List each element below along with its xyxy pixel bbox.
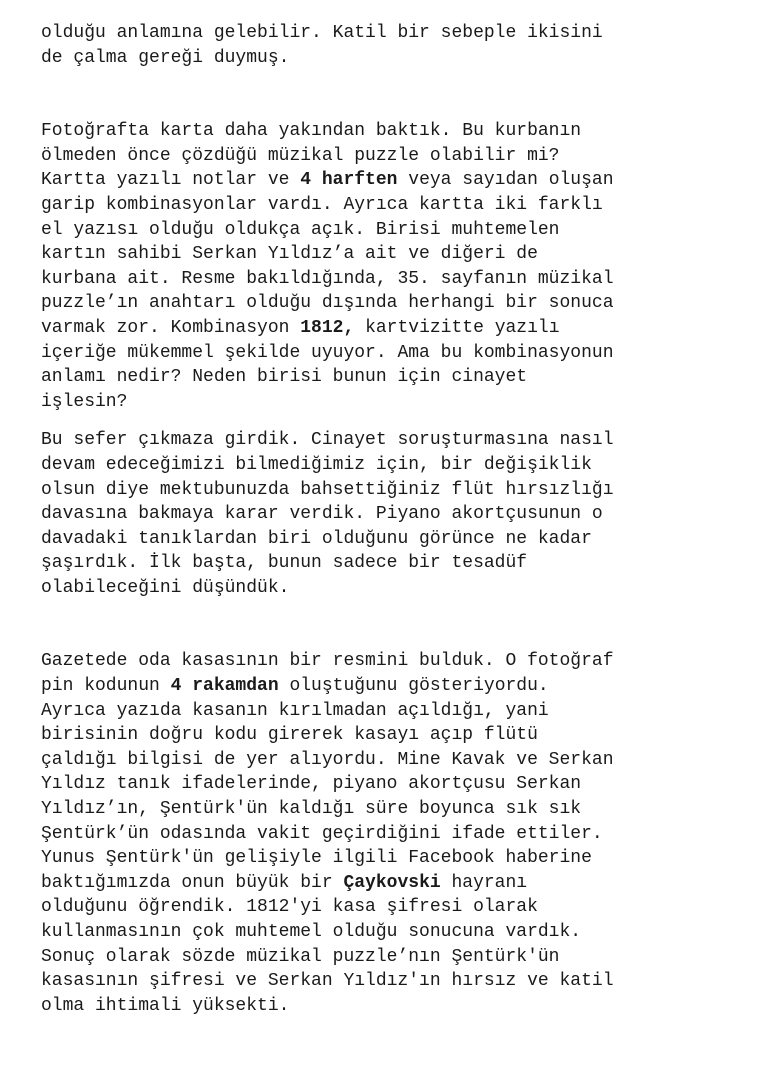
text-line xyxy=(41,674,741,699)
text-line xyxy=(41,994,741,1019)
text-run: olabileceğini düşündük. xyxy=(41,577,290,598)
text-run: içeriğe mükemmel şekilde uyuyor. Ama bu kombinasyonun xyxy=(41,342,614,363)
text-line xyxy=(41,846,741,871)
text-run: kurbana ait. Resme bakıldığında, 35. sayfanın müzikal xyxy=(41,268,614,289)
text-run: davasına bakmaya karar verdik. Piyano akortçusunun o xyxy=(41,504,603,525)
text-line xyxy=(41,478,741,503)
text-line xyxy=(41,699,741,724)
text-line xyxy=(41,772,741,797)
paragraph-4 xyxy=(41,649,741,1018)
text-line xyxy=(41,291,741,316)
text-run: Yunus Şentürk'ün gelişiyle ilgili Facebook haberine xyxy=(41,848,592,869)
text-line xyxy=(41,144,741,169)
text-line xyxy=(41,551,741,576)
text-line xyxy=(41,748,741,773)
text-line xyxy=(41,193,741,218)
bold-text: 1812, xyxy=(300,317,355,338)
text-run: Ayrıca yazıda kasanın kırılmadan açıldığı, yani xyxy=(41,700,549,721)
text-line xyxy=(41,945,741,970)
text-run: Sonuç olarak sözde müzikal puzzle’nın Şentürk'ün xyxy=(41,946,560,967)
text-line xyxy=(41,822,741,847)
text-line xyxy=(41,920,741,945)
text-line xyxy=(41,21,741,46)
text-run: kullanmasının çok muhtemel olduğu sonucuna vardık. xyxy=(41,922,582,942)
paragraph-1 xyxy=(41,21,741,70)
text-run: Fotoğrafta karta daha yakından baktık. Bu kurbanın xyxy=(41,121,582,142)
text-run: birisinin doğru kodu girerek kasayı açıp flütü xyxy=(41,725,538,746)
text-run: Yıldız tanık ifadelerinde, piyano akortçusu Serkan xyxy=(41,774,582,795)
bold-text: 4 harften xyxy=(300,170,398,191)
text-line xyxy=(41,168,741,193)
text-line xyxy=(41,649,741,674)
text-run: hayranı xyxy=(440,872,528,893)
text-run: Kartta yazılı notlar ve xyxy=(41,170,301,191)
text-run: veya sayıdan oluşan xyxy=(397,170,614,191)
text-run: baktığımızda onun büyük bir xyxy=(41,872,344,893)
text-run: oluştuğunu gösteriyordu. xyxy=(278,676,549,697)
text-line xyxy=(41,267,741,292)
text-run: Bu sefer çıkmaza girdik. Cinayet soruşturmasına nasıl xyxy=(41,430,614,451)
text-run: Yıldız’ın, Şentürk'ün kaldığı süre boyunca sık sık xyxy=(41,799,582,820)
text-line xyxy=(41,502,741,527)
text-line xyxy=(41,316,741,341)
text-line xyxy=(41,119,741,144)
text-run: şaşırdık. İlk başta, bunun sadece bir tesadüf xyxy=(41,553,528,574)
text-line xyxy=(41,365,741,390)
text-run: garip kombinasyonlar vardı. Ayrıca kartta iki farklı xyxy=(41,194,603,215)
text-run: anlamı nedir? Neden birisi bunun için cinayet xyxy=(41,367,528,388)
text-run: devam edeceğimizi bilmediğimiz için, bir değişiklik xyxy=(41,454,592,475)
text-line xyxy=(41,341,741,366)
text-line xyxy=(41,797,741,822)
text-run: olma ihtimali yüksekti. xyxy=(41,995,290,1016)
text-line xyxy=(41,527,741,552)
text-run: olduğu anlamına gelebilir. Katil bir sebeple ikisini xyxy=(41,23,603,43)
text-line xyxy=(41,428,741,453)
bold-text: Çaykovski xyxy=(343,872,441,893)
text-line xyxy=(41,453,741,478)
text-run: Gazetede oda kasasının bir resmini bulduk. O fotoğraf xyxy=(41,651,614,672)
text-run: pin kodunun xyxy=(41,676,171,697)
text-run: kasasının şifresi ve Serkan Yıldız'ın hırsız ve katil xyxy=(41,971,614,992)
text-line xyxy=(41,969,741,994)
text-line xyxy=(41,46,741,71)
text-line xyxy=(41,723,741,748)
text-run: kartvizitte yazılı xyxy=(354,317,560,338)
text-line xyxy=(41,242,741,267)
text-run: çaldığı bilgisi de yer alıyordu. Mine Kavak ve Serkan xyxy=(41,749,614,770)
text-line xyxy=(41,576,741,601)
text-line xyxy=(41,871,741,896)
text-run: davadaki tanıklardan biri olduğunu görünce ne kadar xyxy=(41,528,592,549)
text-line xyxy=(41,895,741,920)
text-run: varmak zor. Kombinasyon xyxy=(41,317,301,338)
text-run: olduğunu öğrendik. 1812'yi kasa şifresi olarak xyxy=(41,897,538,918)
text-run: olsun diye mektubunuzda bahsettiğiniz flüt hırsızlığı xyxy=(41,479,614,500)
text-run: ölmeden önce çözdüğü müzikal puzzle olabilir mi? xyxy=(41,145,560,166)
text-run: puzzle’ın anahtarı olduğu dışında herhangi bir sonuca xyxy=(41,293,614,314)
text-run: el yazısı olduğu oldukça açık. Birisi muhtemelen xyxy=(41,219,560,240)
text-run: Şentürk’ün odasında vakit geçirdiğini ifade ettiler. xyxy=(41,823,603,844)
document-page xyxy=(41,21,741,1018)
bold-text: 4 rakamdan xyxy=(170,676,279,697)
text-run: işlesin? xyxy=(41,391,128,412)
paragraph-3 xyxy=(41,428,741,600)
text-line xyxy=(41,218,741,243)
text-run: de çalma gereği duymuş. xyxy=(41,47,290,68)
paragraph-2 xyxy=(41,119,741,414)
text-run: kartın sahibi Serkan Yıldız’a ait ve diğeri de xyxy=(41,244,538,265)
text-line xyxy=(41,390,741,415)
